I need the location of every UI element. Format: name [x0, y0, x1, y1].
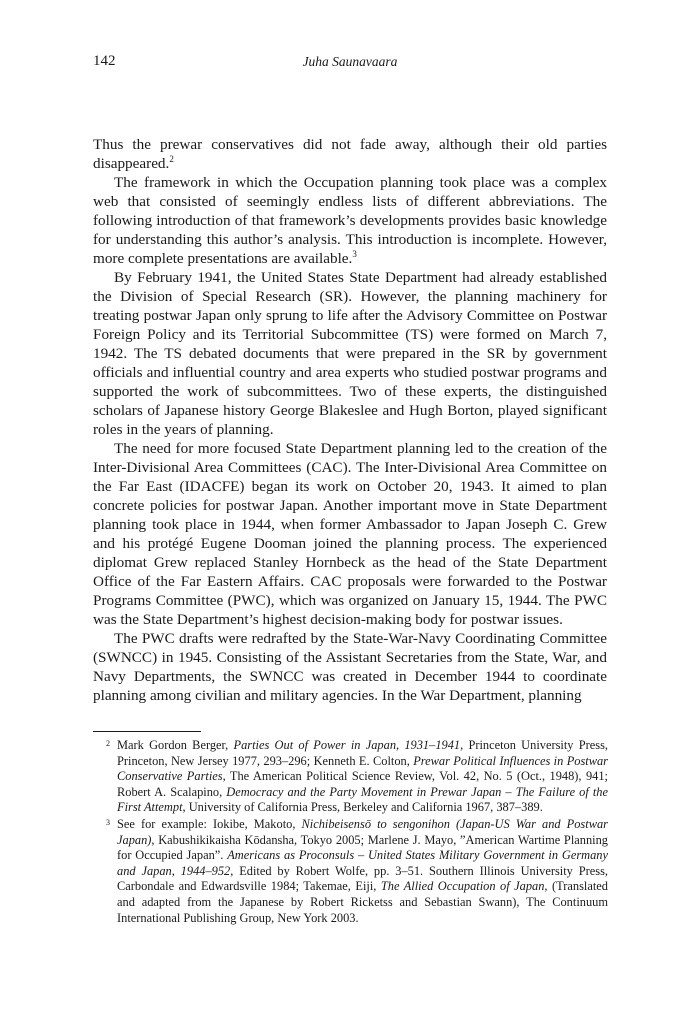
footnote-ref-3[interactable]: 3 [352, 248, 357, 259]
running-head: Juha Saunavaara [302, 54, 398, 69]
footnote-3-title-3: The Allied Occupation of Japan, [380, 879, 548, 894]
footnote-2-title-3: Democracy and the Party Movement in Prewar Japan – The Failure of the First Attempt [117, 784, 608, 815]
paragraph-1 [93, 135, 607, 173]
footnote-3-title-2: Americans as Proconsuls – United States Military Government in Germany and Japan, 1944–952 [117, 848, 608, 878]
body-text [93, 135, 607, 705]
footnote-2-title-1: Parties Out of Power in Japan, 1931–1941 [233, 738, 461, 752]
footnote-3-text-2: , Kabushikikaisha Kōdansha, Tokyo 2005; Marlene J. Mayo, ”American Wartime Planning for Occupied Japan”. [117, 832, 608, 863]
footnote-2-title-2: Prewar Political Influences in Postwar Conservative Parties [117, 753, 608, 784]
paragraph-1-text: Thus the prewar conservatives did not fade away, although their old parties disappeared. [93, 136, 607, 172]
paragraph-2-text: The framework in which the Occupation planning took place was a complex web that consisted of seemingly endless lists of different abbreviations. The following introduction of that framework’s developments provides basic knowledge for understanding this author’s analysis. This introduction is incomplete. However, more complete presentations are available. [93, 174, 607, 267]
footnote-3 [93, 817, 608, 926]
footnote-2-text-4: , University of California Press, Berkeley and California 1967, 387–389. [182, 800, 543, 815]
footnote-3-text-1: See for example: Iokibe, Makoto, [117, 816, 302, 831]
footnote-2-text-2: , Princeton University Press, Princeton, New Jersey 1977, 293–296; Kenneth E. Colton, [117, 738, 608, 768]
footnote-3-text-3: , Edited by Robert Wolfe, pp. 3–51. Southern Illinois University Press, Carbondale and Edwardsville 1984; Takemae, Eiji, [117, 863, 608, 894]
paragraph-2 [93, 173, 607, 268]
footnote-3-mark: 3 [106, 817, 110, 827]
footnotes [93, 738, 608, 927]
footnote-2-text-1: Mark Gordon Berger, [117, 738, 234, 752]
footnote-separator [93, 731, 201, 732]
footnote-3-text-4: (Translated and adapted from the Japanese by Robert Ricketss and Sebastian Swann), The Continuum International Publishing Group, New York 2003. [117, 879, 609, 925]
footnote-2-text-3: , The American Political Science Review, Vol. 42, No. 5 (Oct., 1948), 941; Robert A. Scalapino, [117, 769, 608, 799]
footnote-3-title-1: Nichibeisensō to sengonihon (Japan-US War and Postwar Japan) [117, 816, 608, 847]
page-number: 142 [93, 53, 116, 69]
paragraph-5: The PWC drafts were redrafted by the State-War-Navy Coordinating Committee (SWNCC) in 1945. Consisting of the Assistant Secretaries from the State, War, and Navy Departments, the SWNCC was created in December 1944 to coordinate planning among civilian and military agencies. In the War Department, planning [93, 630, 607, 704]
footnote-ref-2[interactable]: 2 [169, 153, 174, 164]
paragraph-3: By February 1941, the United States State Department had already established the Division of Special Research (SR). However, the planning machinery for treating postwar Japan only sprung to life after the Advisory Committee on Postwar Foreign Policy and its Territorial Subcommittee (TS) were formed on March 7, 1942. The TS debated documents that were prepared in the SR by government officials and influential country and area experts who studied postwar programs and supported the work of subcommittees. Two of these experts, the distinguished scholars of Japanese history George Blakeslee and Hugh Borton, played significant roles in the years of planning. [93, 269, 607, 438]
paragraph-4: The need for more focused State Department planning led to the creation of the Inter-Divisional Area Committees (CAC). The Inter-Divisional Area Committee on the Far East (IDACFE) began its work on October 20, 1943. It aimed to plan concrete policies for postwar Japan. Another important move in State Department planning took place in 1944, when former Ambassador to Japan Joseph C. Grew and his protégé Eugene Dooman joined the planning process. The experienced diplomat Grew replaced Stanley Hornbeck as the head of the State Department Office of the Far Eastern Affairs. CAC proposals were forwarded to the Postwar Programs Committee (PWC), which was organized on January 15, 1944. The PWC was the State Department’s highest decision-making body for postwar issues. [93, 440, 607, 628]
footnote-2 [93, 738, 608, 816]
footnote-2-mark: 2 [106, 739, 110, 748]
